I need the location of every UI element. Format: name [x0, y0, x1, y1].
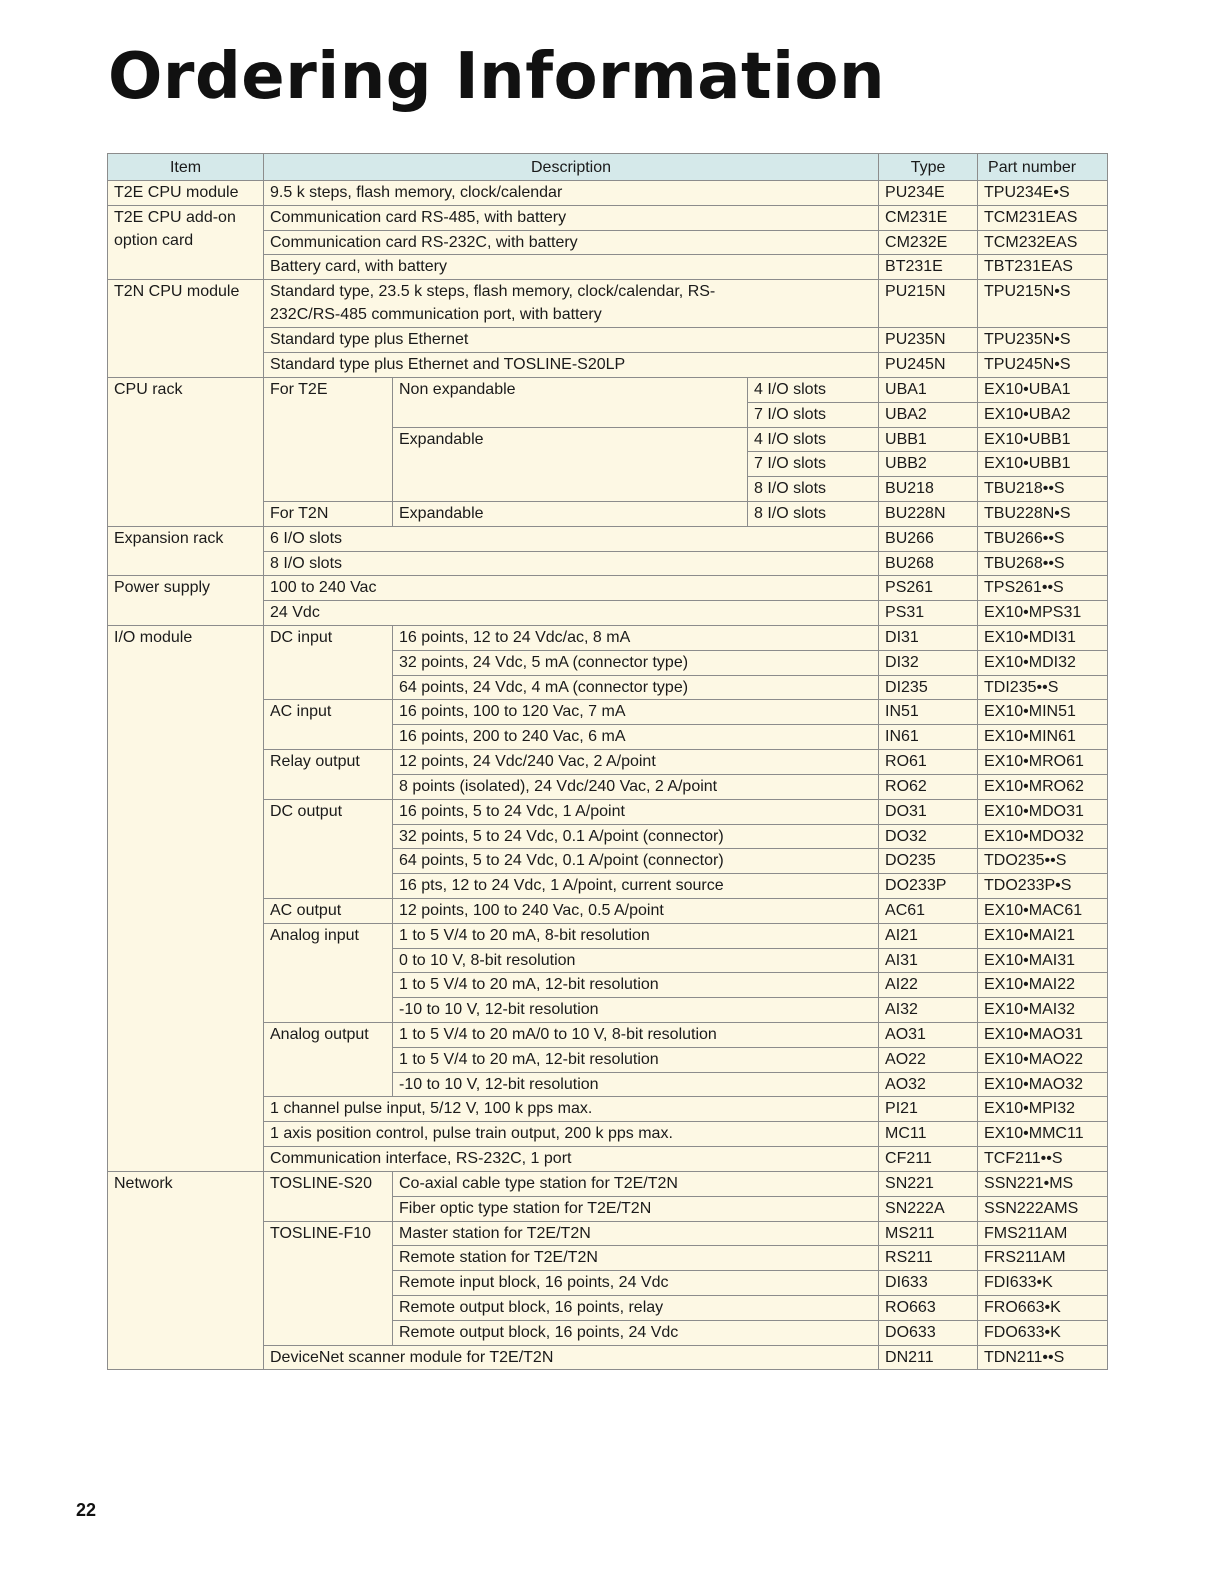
type-cell: MS211: [879, 1221, 978, 1246]
part-number-cell: TBU228N•S: [978, 501, 1108, 526]
type-cell: PU235N: [879, 328, 978, 353]
type-cell: RO61: [879, 750, 978, 775]
part-number-cell: SSN221•MS: [978, 1171, 1108, 1196]
type-cell: UBA1: [879, 377, 978, 402]
header-item: Item: [108, 154, 264, 181]
type-cell: DO235: [879, 849, 978, 874]
table-row: [108, 576, 1108, 601]
part-number-cell: TPU234E•S: [978, 181, 1108, 206]
type-cell: SN221: [879, 1171, 978, 1196]
description-cell: Remote output block, 16 points, 24 Vdc: [393, 1320, 879, 1345]
description-cell: -10 to 10 V, 12-bit resolution: [393, 998, 879, 1023]
part-number-cell: EX10•MAI32: [978, 998, 1108, 1023]
type-cell: BU228N: [879, 501, 978, 526]
part-number-cell: EX10•MMC11: [978, 1122, 1108, 1147]
part-number-cell: EX10•MDI32: [978, 650, 1108, 675]
description-cell: 1 to 5 V/4 to 20 mA, 8-bit resolution: [393, 923, 879, 948]
type-cell: BU266: [879, 526, 978, 551]
part-number-cell: EX10•UBB1: [978, 452, 1108, 477]
description-cell: Expandable: [393, 427, 748, 501]
type-cell: PI21: [879, 1097, 978, 1122]
part-number-cell: TPU235N•S: [978, 328, 1108, 353]
description-cell: Standard type plus Ethernet and TOSLINE-S20LP: [264, 353, 879, 378]
type-cell: CF211: [879, 1147, 978, 1172]
sub-item-cell: DC input: [264, 626, 393, 700]
type-cell: PS31: [879, 601, 978, 626]
part-number-cell: EX10•MIN61: [978, 725, 1108, 750]
part-number-cell: TBU268••S: [978, 551, 1108, 576]
description-cell: 6 I/O slots: [264, 526, 879, 551]
type-cell: AO32: [879, 1072, 978, 1097]
sub-item-cell: AC input: [264, 700, 393, 750]
part-number-cell: TDN211••S: [978, 1345, 1108, 1370]
type-cell: SN222A: [879, 1196, 978, 1221]
part-number-cell: TPS261••S: [978, 576, 1108, 601]
table-row: [108, 526, 1108, 551]
description-cell: Communication card RS-232C, with battery: [264, 230, 879, 255]
part-number-cell: EX10•MAI21: [978, 923, 1108, 948]
type-cell: DI633: [879, 1271, 978, 1296]
type-cell: DI31: [879, 626, 978, 651]
description-cell: 0 to 10 V, 8-bit resolution: [393, 948, 879, 973]
slots-cell: 7 I/O slots: [748, 402, 879, 427]
description-cell: DeviceNet scanner module for T2E/T2N: [264, 1345, 879, 1370]
item-cell: Expansion rack: [108, 526, 264, 576]
description-cell: Remote input block, 16 points, 24 Vdc: [393, 1271, 879, 1296]
table-row: [108, 205, 1108, 230]
description-cell: Fiber optic type station for T2E/T2N: [393, 1196, 879, 1221]
type-cell: BU218: [879, 477, 978, 502]
type-cell: RO62: [879, 774, 978, 799]
type-cell: AO31: [879, 1023, 978, 1048]
description-cell: Non expandable: [393, 377, 748, 427]
part-number-cell: EX10•MRO61: [978, 750, 1108, 775]
description-cell: Master station for T2E/T2N: [393, 1221, 879, 1246]
item-cell: T2E CPU module: [108, 181, 264, 206]
type-cell: PS261: [879, 576, 978, 601]
page-number: 22: [76, 1500, 97, 1520]
table-row: [108, 626, 1108, 651]
part-number-cell: TPU245N•S: [978, 353, 1108, 378]
type-cell: RS211: [879, 1246, 978, 1271]
description-cell: 32 points, 24 Vdc, 5 mA (connector type): [393, 650, 879, 675]
part-number-cell: FRO663•K: [978, 1295, 1108, 1320]
description-cell: 1 axis position control, pulse train output, 200 k pps max.: [264, 1122, 879, 1147]
type-cell: UBB1: [879, 427, 978, 452]
type-cell: PU234E: [879, 181, 978, 206]
type-cell: BT231E: [879, 255, 978, 280]
description-cell: 1 to 5 V/4 to 20 mA, 12-bit resolution: [393, 973, 879, 998]
description-cell: 16 pts, 12 to 24 Vdc, 1 A/point, current source: [393, 874, 879, 899]
part-number-cell: TCM232EAS: [978, 230, 1108, 255]
part-number-cell: TDO233P•S: [978, 874, 1108, 899]
description-cell: 9.5 k steps, flash memory, clock/calendar: [264, 181, 879, 206]
type-cell: DO32: [879, 824, 978, 849]
type-cell: UBA2: [879, 402, 978, 427]
description-cell: 8 points (isolated), 24 Vdc/240 Vac, 2 A/point: [393, 774, 879, 799]
sub-item-cell: For T2N: [264, 501, 393, 526]
description-cell: Co-axial cable type station for T2E/T2N: [393, 1171, 879, 1196]
sub-item-cell: TOSLINE-S20: [264, 1171, 393, 1221]
sub-item-cell: For T2E: [264, 377, 393, 501]
description-cell: 24 Vdc: [264, 601, 879, 626]
part-number-cell: EX10•UBA2: [978, 402, 1108, 427]
type-cell: AI22: [879, 973, 978, 998]
description-cell: -10 to 10 V, 12-bit resolution: [393, 1072, 879, 1097]
part-number-cell: EX10•MIN51: [978, 700, 1108, 725]
description-cell: Standard type plus Ethernet: [264, 328, 879, 353]
part-number-cell: EX10•MDO32: [978, 824, 1108, 849]
type-cell: DN211: [879, 1345, 978, 1370]
description-cell: 16 points, 12 to 24 Vdc/ac, 8 mA: [393, 626, 879, 651]
description-cell: Communication card RS-485, with battery: [264, 205, 879, 230]
item-cell: Power supply: [108, 576, 264, 626]
item-cell: CPU rack: [108, 377, 264, 526]
item-cell: T2E CPU add-on option card: [108, 205, 264, 279]
description-cell: 16 points, 5 to 24 Vdc, 1 A/point: [393, 799, 879, 824]
type-cell: DO233P: [879, 874, 978, 899]
part-number-cell: EX10•MPI32: [978, 1097, 1108, 1122]
part-number-cell: EX10•MAO31: [978, 1023, 1108, 1048]
type-cell: IN61: [879, 725, 978, 750]
part-number-cell: TBT231EAS: [978, 255, 1108, 280]
item-cell: I/O module: [108, 626, 264, 1172]
description-cell: 100 to 240 Vac: [264, 576, 879, 601]
part-number-cell: EX10•MAO32: [978, 1072, 1108, 1097]
part-number-cell: EX10•MAO22: [978, 1047, 1108, 1072]
description-cell: Expandable: [393, 501, 748, 526]
type-cell: DI235: [879, 675, 978, 700]
description-cell: 32 points, 5 to 24 Vdc, 0.1 A/point (connector): [393, 824, 879, 849]
description-cell: 64 points, 24 Vdc, 4 mA (connector type): [393, 675, 879, 700]
part-number-cell: EX10•MPS31: [978, 601, 1108, 626]
part-number-cell: FDI633•K: [978, 1271, 1108, 1296]
type-cell: PU215N: [879, 280, 978, 328]
table-row: [108, 181, 1108, 206]
part-number-cell: FDO633•K: [978, 1320, 1108, 1345]
part-number-cell: EX10•MAI22: [978, 973, 1108, 998]
slots-cell: 8 I/O slots: [748, 477, 879, 502]
description-cell: Battery card, with battery: [264, 255, 879, 280]
slots-cell: 7 I/O slots: [748, 452, 879, 477]
part-number-cell: EX10•UBB1: [978, 427, 1108, 452]
description-cell: 12 points, 24 Vdc/240 Vac, 2 A/point: [393, 750, 879, 775]
header-type: Type: [879, 154, 978, 181]
type-cell: DO633: [879, 1320, 978, 1345]
description-cell: 8 I/O slots: [264, 551, 879, 576]
description-cell: 64 points, 5 to 24 Vdc, 0.1 A/point (connector): [393, 849, 879, 874]
description-cell: 1 channel pulse input, 5/12 V, 100 k pps max.: [264, 1097, 879, 1122]
type-cell: BU268: [879, 551, 978, 576]
description-cell: Remote station for T2E/T2N: [393, 1246, 879, 1271]
part-number-cell: TCF211••S: [978, 1147, 1108, 1172]
description-cell: 12 points, 100 to 240 Vac, 0.5 A/point: [393, 898, 879, 923]
part-number-cell: TBU218••S: [978, 477, 1108, 502]
type-cell: IN51: [879, 700, 978, 725]
part-number-cell: EX10•UBA1: [978, 377, 1108, 402]
type-cell: CM231E: [879, 205, 978, 230]
table-row: [108, 1171, 1108, 1196]
description-cell: 1 to 5 V/4 to 20 mA, 12-bit resolution: [393, 1047, 879, 1072]
part-number-cell: FRS211AM: [978, 1246, 1108, 1271]
part-number-cell: EX10•MDI31: [978, 626, 1108, 651]
slots-cell: 8 I/O slots: [748, 501, 879, 526]
item-cell: Network: [108, 1171, 264, 1370]
header-description: Description: [264, 154, 879, 181]
type-cell: AI31: [879, 948, 978, 973]
part-number-cell: FMS211AM: [978, 1221, 1108, 1246]
description-cell: Remote output block, 16 points, relay: [393, 1295, 879, 1320]
type-cell: AI21: [879, 923, 978, 948]
description-cell: Communication interface, RS-232C, 1 port: [264, 1147, 879, 1172]
type-cell: UBB2: [879, 452, 978, 477]
table-row: [108, 280, 1108, 328]
type-cell: RO663: [879, 1295, 978, 1320]
ordering-table: [107, 153, 1108, 1370]
sub-item-cell: AC output: [264, 898, 393, 923]
item-cell: T2N CPU module: [108, 280, 264, 378]
type-cell: AO22: [879, 1047, 978, 1072]
sub-item-cell: Relay output: [264, 750, 393, 800]
sub-item-cell: DC output: [264, 799, 393, 898]
part-number-cell: TPU215N•S: [978, 280, 1108, 328]
part-number-cell: TCM231EAS: [978, 205, 1108, 230]
part-number-cell: SSN222AMS: [978, 1196, 1108, 1221]
type-cell: DO31: [879, 799, 978, 824]
part-number-cell: EX10•MAI31: [978, 948, 1108, 973]
table-row: [108, 377, 1108, 402]
header-part-number: Part number: [978, 154, 1108, 181]
sub-item-cell: TOSLINE-F10: [264, 1221, 393, 1345]
sub-item-cell: Analog input: [264, 923, 393, 1022]
part-number-cell: TBU266••S: [978, 526, 1108, 551]
type-cell: AC61: [879, 898, 978, 923]
description-cell: 16 points, 200 to 240 Vac, 6 mA: [393, 725, 879, 750]
part-number-cell: EX10•MRO62: [978, 774, 1108, 799]
type-cell: DI32: [879, 650, 978, 675]
part-number-cell: EX10•MAC61: [978, 898, 1108, 923]
description-cell: 16 points, 100 to 120 Vac, 7 mA: [393, 700, 879, 725]
type-cell: MC11: [879, 1122, 978, 1147]
type-cell: AI32: [879, 998, 978, 1023]
part-number-cell: EX10•MDO31: [978, 799, 1108, 824]
description-cell: Standard type, 23.5 k steps, flash memory, clock/calendar, RS-232C/RS-485 communication port, with battery: [264, 280, 879, 328]
part-number-cell: TDI235••S: [978, 675, 1108, 700]
description-cell: 1 to 5 V/4 to 20 mA/0 to 10 V, 8-bit resolution: [393, 1023, 879, 1048]
type-cell: CM232E: [879, 230, 978, 255]
slots-cell: 4 I/O slots: [748, 377, 879, 402]
slots-cell: 4 I/O slots: [748, 427, 879, 452]
type-cell: PU245N: [879, 353, 978, 378]
sub-item-cell: Analog output: [264, 1023, 393, 1097]
page-title: Ordering Information: [108, 40, 886, 114]
table-header-row: [108, 154, 1108, 181]
part-number-cell: TDO235••S: [978, 849, 1108, 874]
